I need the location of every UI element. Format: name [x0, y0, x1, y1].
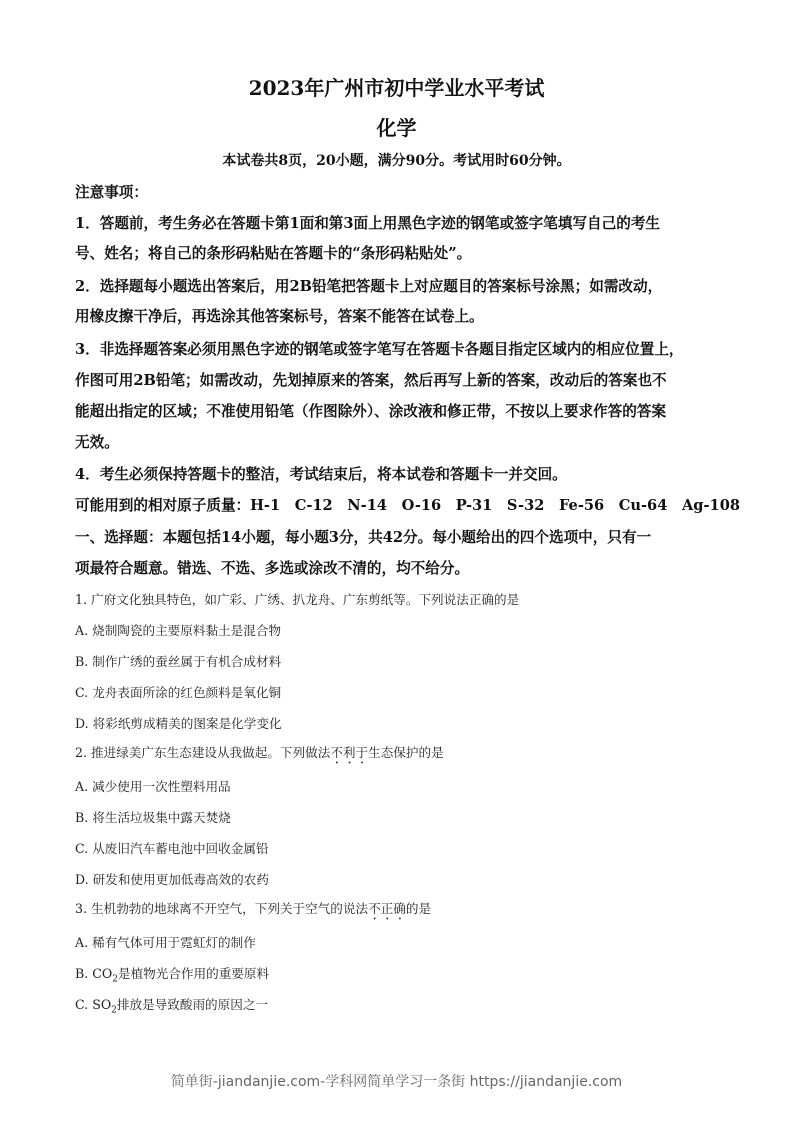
option-c-subscript: 2 — [111, 1005, 117, 1016]
question-3-option-c — [75, 994, 268, 1016]
option-c-prefix: C. SO — [75, 997, 112, 1012]
question-3-option-b — [75, 963, 269, 985]
footer-watermark: 简单街-jiandanjie.com-学科网简单学习一条街 https://jiandanjie.com — [170, 1074, 623, 1090]
notice-line: 4．考生必须保持答题卡的整洁，考试结束后，将本试卷和答题卡一并交回。 — [75, 466, 567, 483]
option-b-suffix: 是植物光合作用的重要原料 — [117, 966, 270, 981]
option-c-suffix: 排放是导致酸雨的原因之一 — [116, 997, 269, 1012]
question-3-stem-before: 3. 生机勃勃的地球离不开空气，下列关于空气的说法 — [75, 901, 369, 916]
question-1-option-a: A. 烧制陶瓷的主要原料黏土是混合物 — [75, 623, 282, 638]
exam-info: 本试卷共8页，20小题，满分90分。考试用时60分钟。 — [222, 153, 571, 169]
question-1-stem: 1. 广府文化独具特色，如广彩、广绣、扒龙舟、广东剪纸等。下列说法正确的是 — [75, 592, 520, 607]
notice-line: 1．答题前，考生务必在答题卡第1面和第3面上用黑色字迹的钢笔或签字笔填写自己的考生 — [75, 215, 661, 232]
option-b-subscript: 2 — [112, 974, 118, 985]
atomic-masses: 可能用到的相对原子质量：H-1 C-12 N-14 O-16 P-31 S-32 Fe-56 Cu-64 Ag-108 — [75, 497, 741, 514]
exam-title: 2023年广州市初中学业水平考试 — [248, 76, 545, 100]
question-2-stem — [75, 742, 444, 767]
notice-line: 2．选择题每小题选出答案后，用2B铅笔把答题卡上对应题目的答案标号涂黑；如需改动， — [75, 278, 663, 295]
question-2-stem-before: 2. 推进绿美广东生态建设从我做起。下列做法 — [75, 745, 331, 760]
section-heading-cont: 项最符合题意。错选、不选、多选或涂改不清的，均不给分。 — [75, 560, 470, 577]
notice-line: 号、姓名；将自己的条形码粘贴在答题卡的“条形码粘贴处”。 — [75, 245, 472, 262]
notice-line: 3．非选择题答案必须用黑色字迹的钢笔或签字笔写在答题卡各题目指定区域内的相应位置上， — [75, 341, 684, 358]
question-1-option-b: B. 制作广绣的蚕丝属于有机合成材料 — [75, 654, 282, 669]
option-b-prefix: B. CO — [75, 966, 113, 981]
question-1-option-d: D. 将彩纸剪成精美的图案是化学变化 — [75, 716, 282, 731]
subject-title: 化学 — [376, 116, 417, 140]
notice-line: 能超出指定的区域；不准使用铅笔（作图除外）、涂改液和修正带，不按以上要求作答的答案 — [75, 403, 667, 420]
question-2-stem-after: 生态保护的是 — [368, 745, 444, 760]
question-2-option-b: B. 将生活垃圾集中露天焚烧 — [75, 810, 231, 825]
notice-line: 用橡皮擦干净后，再选涂其他答案标号，答案不能答在试卷上。 — [75, 308, 484, 325]
question-2-option-a: A. 减少使用一次性塑料用品 — [75, 779, 231, 794]
notice-line: 无效。 — [75, 434, 119, 451]
question-3-stem-after: 的是 — [405, 901, 432, 916]
question-2-option-c: C. 从废旧汽车蓄电池中回收金属铅 — [75, 841, 269, 856]
question-3-option-a: A. 稀有气体可用于霓虹灯的制作 — [75, 935, 256, 950]
question-3-stem — [75, 898, 431, 923]
question-3-stem-emphasis: 不正确 — [368, 901, 406, 916]
notice-heading: 注意事项： — [75, 184, 148, 201]
section-heading: 一、选择题：本题包括14小题，每小题3分，共42分。每小题给出的四个选项中，只有一 — [75, 529, 652, 546]
question-2-option-d: D. 研发和使用更加低毒高效的农药 — [75, 872, 269, 887]
notice-line: 作图可用2B铅笔；如需改动，先划掉原来的答案，然后再写上新的答案，改动后的答案也不 — [75, 372, 667, 389]
question-2-stem-emphasis: 不利于 — [330, 745, 369, 760]
question-1-option-c: C. 龙舟表面所涂的红色颜料是氧化铜 — [75, 685, 282, 700]
